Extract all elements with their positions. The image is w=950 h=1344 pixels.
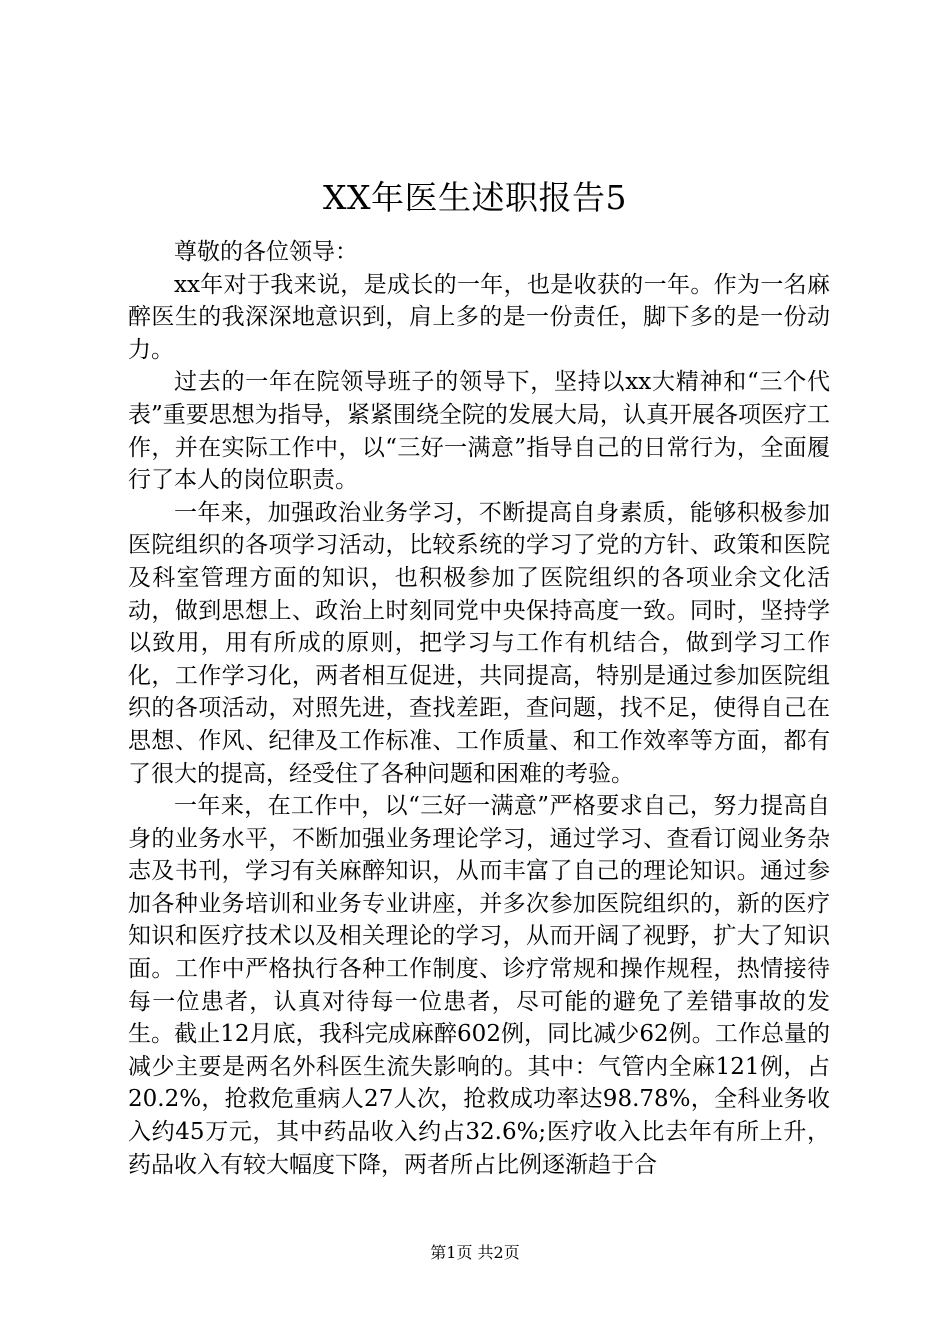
paragraph-2: 过去的一年在院领导班子的领导下，坚持以xx大精神和“三个代表”重要思想为指导，紧紧围绕全院的发展大局，认真开展各项医疗工作，并在实际工作中，以“三好一满意”指导自己的日常行为，全面履行了本人的岗位职责。	[128, 369, 830, 494]
paragraph-4: 一年来，在工作中，以“三好一满意”严格要求自己，努力提高自身的业务水平，不断加强业务理论学习，通过学习、查看订阅业务杂志及书刊，学习有关麻醉知识，从而丰富了自己的理论知识。通过参加各种业务培训和业务专业讲座，并多次参加医院组织的，新的医疗知识和医疗技术以及相关理论的学习，从而开阔了视野，扩大了知识面。工作中严格执行各种工作制度、诊疗常规和操作规程，热情接待每一位患者，认真对待每一位患者，尽可能的避免了差错事故的发生。截止12月底，我科完成麻醉602例，同比减少62例。工作总量的减少主要是两名外科医生流失影响的。其中：气管内全麻121例，占20.2%，抢救危重病人27人次，抢救成功率达98.78%，全科业务收入约45万元，其中药品收入约占32.6%;医疗收入比去年有所上升，药品收入有较大幅度下降，两者所占比例逐渐趋于合	[128, 793, 830, 1178]
page-footer: 第1页 共2页	[430, 1243, 520, 1262]
salutation: 尊敬的各位领导：	[174, 239, 358, 265]
document-title: XX年医生述职报告5	[323, 178, 627, 217]
paragraph-1: xx年对于我来说，是成长的一年，也是收获的一年。作为一名麻醉医生的我深深地意识到，肩上多的是一份责任，脚下多的是一份动力。	[128, 271, 830, 363]
document-body	[128, 236, 830, 1181]
paragraph-3: 一年来，加强政治业务学习，不断提高自身素质，能够积极参加医院组织的各项学习活动，比较系统的学习了党的方针、政策和医院及科室管理方面的知识，也积极参加了医院组织的各项业余文化活动，做到思想上、政治上时刻同党中央保持高度一致。同时，坚持学以致用，用有所成的原则，把学习与工作有机结合，做到学习工作化，工作学习化，两者相互促进，共同提高，特别是通过参加医院组织的各项活动，对照先进，查找差距，查问题，找不足，使得自己在思想、作风、纪律及工作标准、工作质量、和工作效率等方面，都有了很大的提高，经受住了各种问题和困难的考验。	[128, 499, 830, 787]
